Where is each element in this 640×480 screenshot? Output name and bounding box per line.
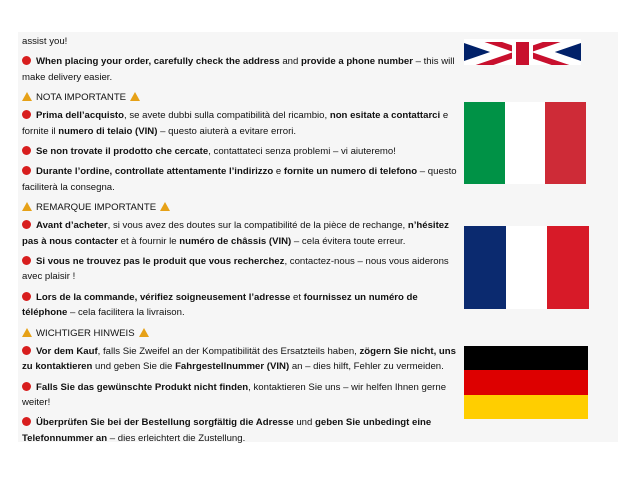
bold-segment: Falls Sie das gewünschte Produkt nicht finden xyxy=(36,381,249,393)
bullet-text xyxy=(22,56,455,82)
bold-segment: zögern Sie nicht, uns zu kontaktieren xyxy=(22,345,456,373)
text-segment: , se avete dubbi sulla compatibilità del ricambio, xyxy=(123,110,330,122)
bold-segment: fornite un numero di telefono xyxy=(283,166,418,178)
germany-flag-black-stripe xyxy=(464,346,588,370)
text-segment: et xyxy=(290,291,304,303)
text-segment: – questo aiuterà a evitare errori. xyxy=(157,125,297,137)
bold-segment: provide a phone number xyxy=(301,56,413,68)
bold-segment: Prima dell’acquisto xyxy=(36,110,124,122)
bullet-text xyxy=(22,110,448,136)
france-flag xyxy=(464,226,589,309)
italian-section xyxy=(22,90,458,195)
warning-icon xyxy=(160,202,170,211)
bullet-text xyxy=(36,146,396,157)
bold-segment: numero di telaio (VIN) xyxy=(58,125,158,137)
bullet-text xyxy=(22,346,456,372)
text-segment: , si vous avez des doutes sur la compatibilité de la pièce de rechange, xyxy=(107,220,408,232)
text-segment: , kontaktieren Sie uns – wir helfen Ihnen gerne weiter! xyxy=(22,381,447,408)
bold-segment: n’hésitez pas à nous contacter xyxy=(22,220,449,247)
text-segment: , contattateci senza problemi – vi aiuteremo! xyxy=(208,146,396,158)
german-section xyxy=(22,326,458,446)
red-circle-icon xyxy=(22,146,31,155)
french-section xyxy=(22,200,458,320)
french-bullet-3 xyxy=(22,290,458,321)
bold-segment: Avant d’acheter xyxy=(36,220,108,232)
bold-segment: Se non trovate il prodotto che cercate xyxy=(36,146,209,158)
text-segment: , contactez-nous – nous vous aiderons avec plaisir ! xyxy=(22,256,449,283)
red-circle-icon xyxy=(22,220,31,229)
text-segment: e xyxy=(273,166,284,178)
bold-segment: Vor dem Kauf xyxy=(36,345,98,357)
bullet-text xyxy=(22,417,431,443)
italy-flag-green-stripe xyxy=(464,102,505,184)
bold-segment: fournissez un numéro de téléphone xyxy=(22,291,418,319)
uk-flag xyxy=(464,39,581,65)
text-segment: – this will make delivery easier. xyxy=(22,56,455,83)
text-segment: – cela facilitera la livraison. xyxy=(67,307,185,319)
english-bullet-2 xyxy=(22,54,458,85)
bullet-text xyxy=(22,382,446,408)
bold-segment: Fahrgestellnummer (VIN) xyxy=(175,361,290,373)
warning-icon xyxy=(22,202,32,211)
bold-segment: geben Sie unbedingt eine Telefonnummer an xyxy=(22,417,432,444)
text-segment: e fornite il xyxy=(22,110,449,137)
red-circle-icon xyxy=(22,382,31,391)
bold-segment: non esitate a contattarci xyxy=(329,110,441,122)
english-intro-tail: assist you! xyxy=(22,36,68,47)
italy-flag xyxy=(464,102,586,184)
german-bullet-1 xyxy=(22,344,458,375)
red-circle-icon xyxy=(22,110,31,119)
text-segment: an – dies hilft, Fehler zu vermeiden. xyxy=(289,361,444,373)
english-section xyxy=(22,34,458,85)
italian-bullet-3 xyxy=(22,164,458,195)
text-segment: – dies erleichtert die Zustellung. xyxy=(107,432,246,444)
text-segment: und xyxy=(293,417,316,429)
red-circle-icon xyxy=(22,256,31,265)
heading-text: NOTA IMPORTANTE xyxy=(36,92,127,104)
red-circle-icon xyxy=(22,56,31,65)
warning-icon xyxy=(22,328,32,337)
text-segment: and xyxy=(279,56,301,68)
bold-segment: Überprüfen Sie bei der Bestellung sorgfältig die Adresse xyxy=(36,417,294,429)
red-circle-icon xyxy=(22,346,31,355)
heading-text: WICHTIGER HINWEIS xyxy=(36,327,135,339)
text-segment: , falls Sie Zweifel an der Kompatibilität des Ersatzteils haben, xyxy=(97,345,360,357)
bold-segment: Lors de la commande, vérifiez soigneusement l’adresse xyxy=(36,291,291,303)
red-circle-icon xyxy=(22,292,31,301)
france-flag-blue-stripe xyxy=(464,226,506,309)
text-segment: und geben Sie die xyxy=(92,361,176,373)
bullet-text xyxy=(22,256,449,282)
italian-bullet-2 xyxy=(22,144,458,159)
uk-flag-graphic xyxy=(464,39,581,65)
text-segment: – questo faciliterà la consegna. xyxy=(22,166,457,193)
france-flag-red-stripe xyxy=(547,226,589,309)
italy-flag-red-stripe xyxy=(545,102,586,184)
italian-heading xyxy=(22,90,458,105)
french-bullet-1 xyxy=(22,218,458,249)
warning-icon xyxy=(22,92,32,101)
italy-flag-white-stripe xyxy=(505,102,546,184)
french-heading xyxy=(22,200,458,215)
italian-bullet-1 xyxy=(22,108,458,139)
bold-segment: Si vous ne trouvez pas le produit que vous recherchez xyxy=(36,256,285,268)
red-circle-icon xyxy=(22,417,31,426)
german-bullet-2 xyxy=(22,380,458,411)
bold-segment: Durante l’ordine, controllate attentamente l’indirizzo xyxy=(36,166,274,178)
bullet-text xyxy=(22,166,457,192)
germany-flag-red-stripe xyxy=(464,370,588,394)
bold-segment: numéro de châssis (VIN) xyxy=(179,235,292,247)
germany-flag xyxy=(464,346,588,419)
text-segment: et à fournir le xyxy=(117,235,180,247)
heading-text: REMARQUE IMPORTANTE xyxy=(36,202,157,214)
germany-flag-gold-stripe xyxy=(464,395,588,419)
bullet-text xyxy=(22,220,449,246)
bold-segment: When placing your order, carefully check the address xyxy=(36,56,280,68)
bullet-text xyxy=(22,292,418,318)
warning-icon xyxy=(130,92,140,101)
notice-text-column xyxy=(22,34,458,451)
french-bullet-2 xyxy=(22,254,458,285)
text-segment: – cela évitera toute erreur. xyxy=(291,235,406,247)
german-heading xyxy=(22,326,458,341)
france-flag-white-stripe xyxy=(506,226,548,309)
warning-icon xyxy=(139,328,149,337)
german-bullet-3 xyxy=(22,415,458,446)
red-circle-icon xyxy=(22,166,31,175)
